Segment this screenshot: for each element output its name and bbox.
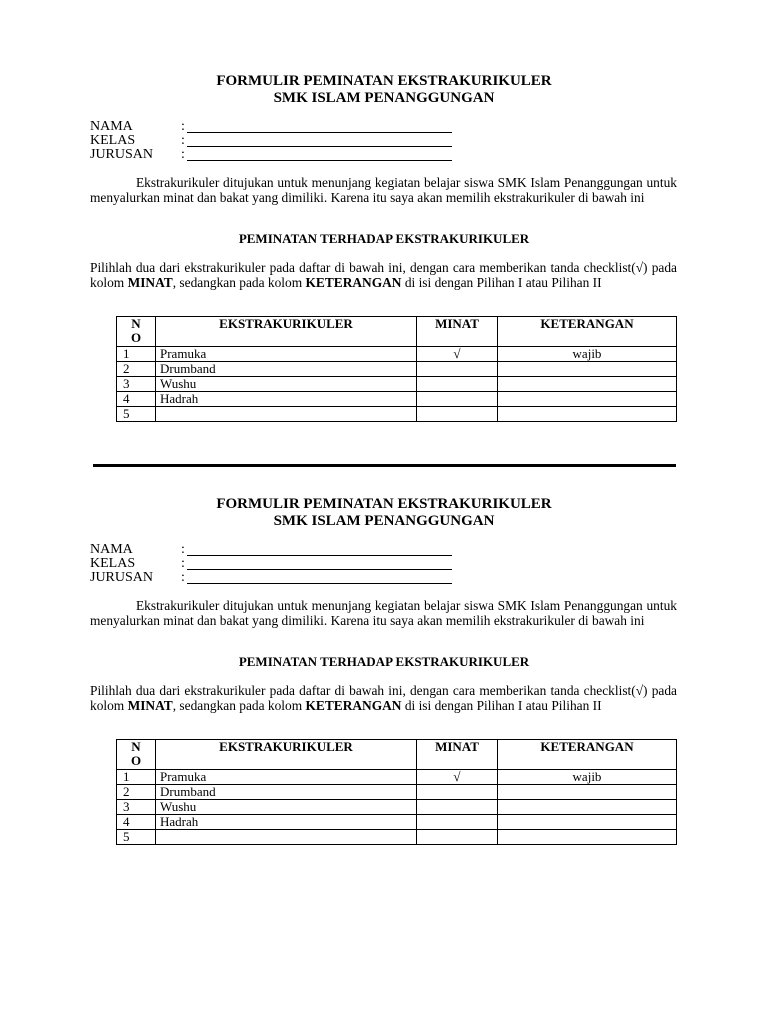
row-no: 1 — [117, 770, 156, 785]
nama-label: NAMA — [90, 542, 133, 557]
row-no: 3 — [117, 377, 156, 392]
row-minat-cell[interactable] — [417, 785, 498, 800]
header-no — [117, 317, 156, 347]
row-minat-cell[interactable] — [417, 392, 498, 407]
ekstrakurikuler-table — [116, 316, 677, 422]
row-keterangan-cell[interactable] — [498, 392, 677, 407]
table-row — [117, 830, 677, 845]
row-no: 5 — [117, 407, 156, 422]
instruction-minat-keyword: MINAT — [127, 274, 173, 290]
intro-paragraph: Ekstrakurikuler ditujukan untuk menunjang kegiatan belajar siswa SMK Islam Penanggungan untuk menyalurkan minat dan bakat yang dimiliki. Karena itu saya akan memilih ekstrakurikuler di bawah ini — [90, 598, 677, 628]
header-no-line1: N — [131, 739, 141, 754]
table-row — [117, 407, 677, 422]
form-title: FORMULIR PEMINATAN EKSTRAKURIKULER — [216, 73, 552, 89]
jurusan-colon: : — [181, 147, 185, 162]
row-keterangan-cell[interactable] — [498, 815, 677, 830]
row-minat-cell[interactable]: √ — [417, 347, 498, 362]
row-no: 5 — [117, 830, 156, 845]
row-no: 2 — [117, 362, 156, 377]
row-ekstrakurikuler[interactable] — [156, 407, 417, 422]
cut-separator-line — [93, 464, 676, 467]
row-no: 1 — [117, 347, 156, 362]
table-header-row — [117, 740, 677, 770]
row-ekstrakurikuler: Wushu — [156, 800, 417, 815]
header-keterangan: KETERANGAN — [498, 317, 677, 347]
row-ekstrakurikuler: Pramuka — [156, 347, 417, 362]
row-ekstrakurikuler: Pramuka — [156, 770, 417, 785]
instruction-paragraph — [90, 684, 677, 713]
row-keterangan-cell[interactable] — [498, 362, 677, 377]
instruction-text: , sedangkan pada kolom — [172, 697, 306, 713]
row-no: 2 — [117, 785, 156, 800]
row-minat-cell[interactable] — [417, 377, 498, 392]
header-no — [117, 740, 156, 770]
row-keterangan-cell[interactable] — [498, 785, 677, 800]
section-subtitle: PEMINATAN TERHADAP EKSTRAKURIKULER — [238, 231, 530, 246]
header-no-line2: O — [130, 753, 142, 768]
instruction-text: di isi dengan Pilihan I atau Pilihan II — [401, 274, 602, 290]
instruction-text: Pilihlah dua dari ekstrakurikuler pada daftar di bawah ini, dengan cara memberikan tanda checklist(√) pada kolom — [90, 683, 677, 713]
jurusan-label: JURUSAN — [90, 570, 154, 585]
row-no: 4 — [117, 815, 156, 830]
header-no-line1: N — [131, 316, 141, 331]
kelas-input-line[interactable] — [187, 146, 452, 147]
row-keterangan-cell[interactable] — [498, 407, 677, 422]
row-no: 3 — [117, 800, 156, 815]
nama-label: NAMA — [90, 119, 133, 134]
table-row — [117, 362, 677, 377]
row-ekstrakurikuler: Hadrah — [156, 815, 417, 830]
row-keterangan-cell[interactable] — [498, 800, 677, 815]
nama-input-line[interactable] — [187, 132, 452, 133]
row-keterangan-cell[interactable] — [498, 830, 677, 845]
row-ekstrakurikuler: Hadrah — [156, 392, 417, 407]
row-ekstrakurikuler: Drumband — [156, 785, 417, 800]
kelas-label: KELAS — [90, 133, 136, 148]
intro-paragraph: Ekstrakurikuler ditujukan untuk menunjang kegiatan belajar siswa SMK Islam Penanggungan untuk menyalurkan minat dan bakat yang dimiliki. Karena itu saya akan memilih ekstrakurikuler di bawah ini — [90, 175, 677, 205]
form-title: FORMULIR PEMINATAN EKSTRAKURIKULER — [216, 496, 552, 512]
header-minat: MINAT — [417, 317, 498, 347]
instruction-keterangan-keyword: KETERANGAN — [305, 697, 402, 713]
nama-colon: : — [181, 542, 185, 557]
instruction-minat-keyword: MINAT — [127, 697, 173, 713]
header-ekstrakurikuler: EKSTRAKURIKULER — [156, 317, 417, 347]
header-minat: MINAT — [417, 740, 498, 770]
jurusan-colon: : — [181, 570, 185, 585]
row-keterangan-cell[interactable] — [498, 377, 677, 392]
section-subtitle: PEMINATAN TERHADAP EKSTRAKURIKULER — [238, 654, 530, 669]
kelas-colon: : — [181, 556, 185, 571]
jurusan-label: JURUSAN — [90, 147, 154, 162]
instruction-keterangan-keyword: KETERANGAN — [305, 274, 402, 290]
row-minat-cell[interactable] — [417, 830, 498, 845]
school-name: SMK ISLAM PENANGGUNGAN — [273, 90, 495, 106]
row-ekstrakurikuler: Wushu — [156, 377, 417, 392]
ekstrakurikuler-table — [116, 739, 677, 845]
table-row — [117, 785, 677, 800]
row-minat-cell[interactable] — [417, 362, 498, 377]
table-header-row — [117, 317, 677, 347]
row-minat-cell[interactable] — [417, 800, 498, 815]
jurusan-input-line[interactable] — [187, 583, 452, 584]
table-row — [117, 815, 677, 830]
instruction-text: Pilihlah dua dari ekstrakurikuler pada daftar di bawah ini, dengan cara memberikan tanda checklist(√) pada kolom — [90, 260, 677, 290]
row-keterangan-cell[interactable]: wajib — [498, 347, 677, 362]
kelas-label: KELAS — [90, 556, 136, 571]
instruction-paragraph — [90, 261, 677, 290]
table-row — [117, 377, 677, 392]
instruction-text: , sedangkan pada kolom — [172, 274, 306, 290]
jurusan-input-line[interactable] — [187, 160, 452, 161]
table-row — [117, 770, 677, 785]
header-no-line2: O — [130, 330, 142, 345]
row-minat-cell[interactable]: √ — [417, 770, 498, 785]
instruction-text: di isi dengan Pilihan I atau Pilihan II — [401, 697, 602, 713]
school-name: SMK ISLAM PENANGGUNGAN — [273, 513, 495, 529]
nama-input-line[interactable] — [187, 555, 452, 556]
header-ekstrakurikuler: EKSTRAKURIKULER — [156, 740, 417, 770]
row-ekstrakurikuler[interactable] — [156, 830, 417, 845]
header-keterangan: KETERANGAN — [498, 740, 677, 770]
row-ekstrakurikuler: Drumband — [156, 362, 417, 377]
nama-colon: : — [181, 119, 185, 134]
table-row — [117, 347, 677, 362]
row-no: 4 — [117, 392, 156, 407]
table-row — [117, 392, 677, 407]
row-keterangan-cell[interactable]: wajib — [498, 770, 677, 785]
row-minat-cell[interactable] — [417, 815, 498, 830]
kelas-input-line[interactable] — [187, 569, 452, 570]
row-minat-cell[interactable] — [417, 407, 498, 422]
table-row — [117, 800, 677, 815]
kelas-colon: : — [181, 133, 185, 148]
